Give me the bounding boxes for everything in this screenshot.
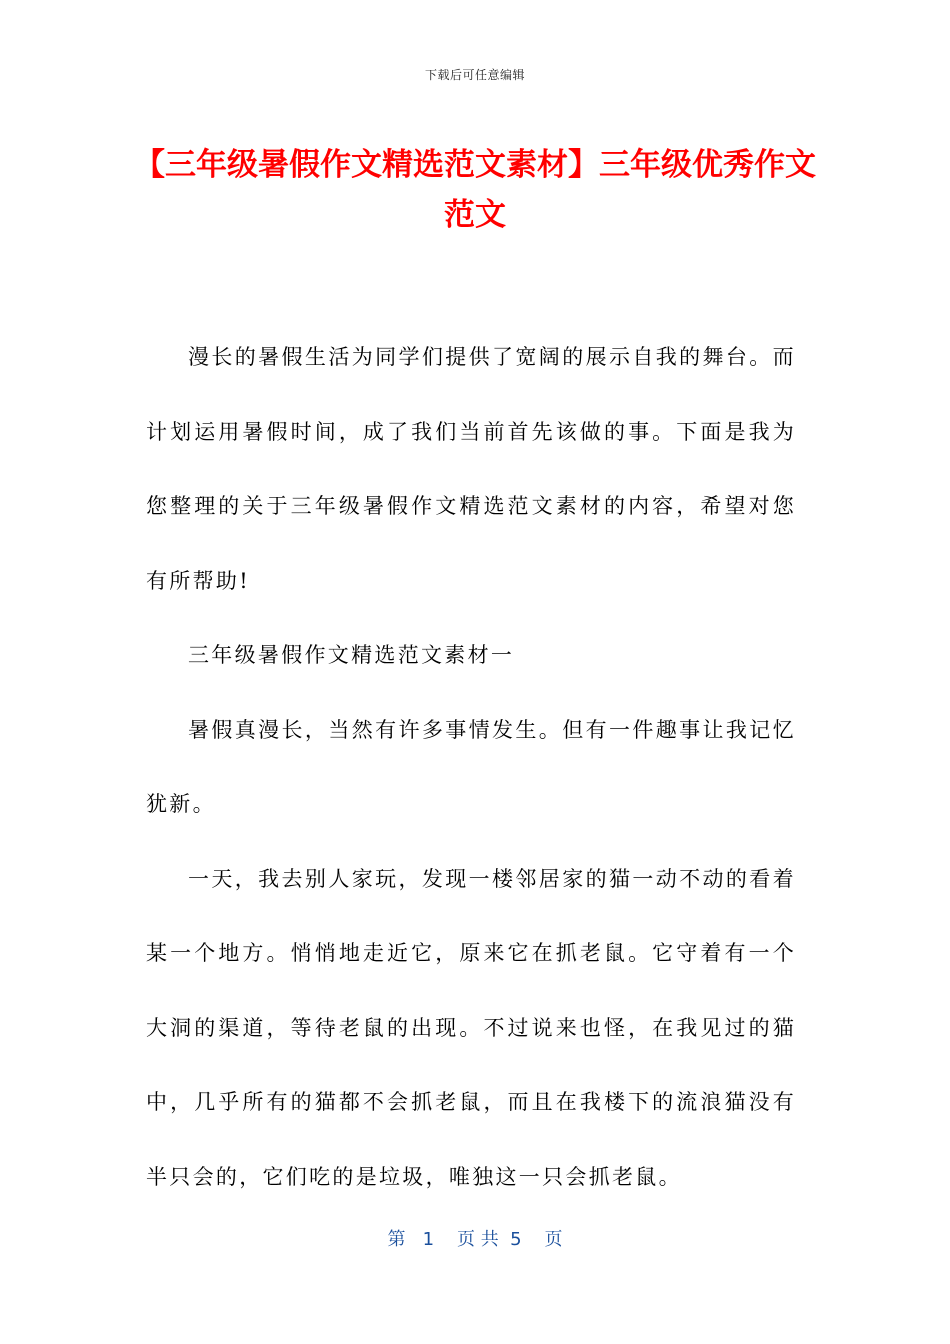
document-title: 【三年级暑假作文精选范文素材】三年级优秀作文范文 xyxy=(134,147,816,233)
page-number-footer: 第 1 页 共 5 页 xyxy=(387,1229,563,1250)
paragraph-2: 一天，我去别人家玩，发现一楼邻居家的猫一动不动的看着某一个地方。悄悄地走近它，原来它在抓老鼠。它守着有一个大洞的渠道，等待老鼠的出现。不过说来也怪，在我见过的猫中，几乎所有的猫都不会抓老鼠，而且在我楼下的流浪猫没有半只会的，它们吃的是垃圾，唯独这一只会抓老鼠。 xyxy=(146,866,796,1189)
paragraph-1: 暑假真漫长，当然有许多事情发生。但有一件趣事让我记忆犹新。 xyxy=(146,717,796,816)
document-body xyxy=(146,320,796,1214)
paragraph-section-heading: 三年级暑假作文精选范文素材一 xyxy=(188,643,515,667)
paragraph-intro: 漫长的暑假生活为同学们提供了宽阔的展示自我的舞台。而计划运用暑假时间，成了我们当前首先该做的事。下面是我为您整理的关于三年级暑假作文精选范文素材的内容，希望对您有所帮助! xyxy=(146,345,796,593)
header-note: 下载后可任意编辑 xyxy=(424,68,525,82)
